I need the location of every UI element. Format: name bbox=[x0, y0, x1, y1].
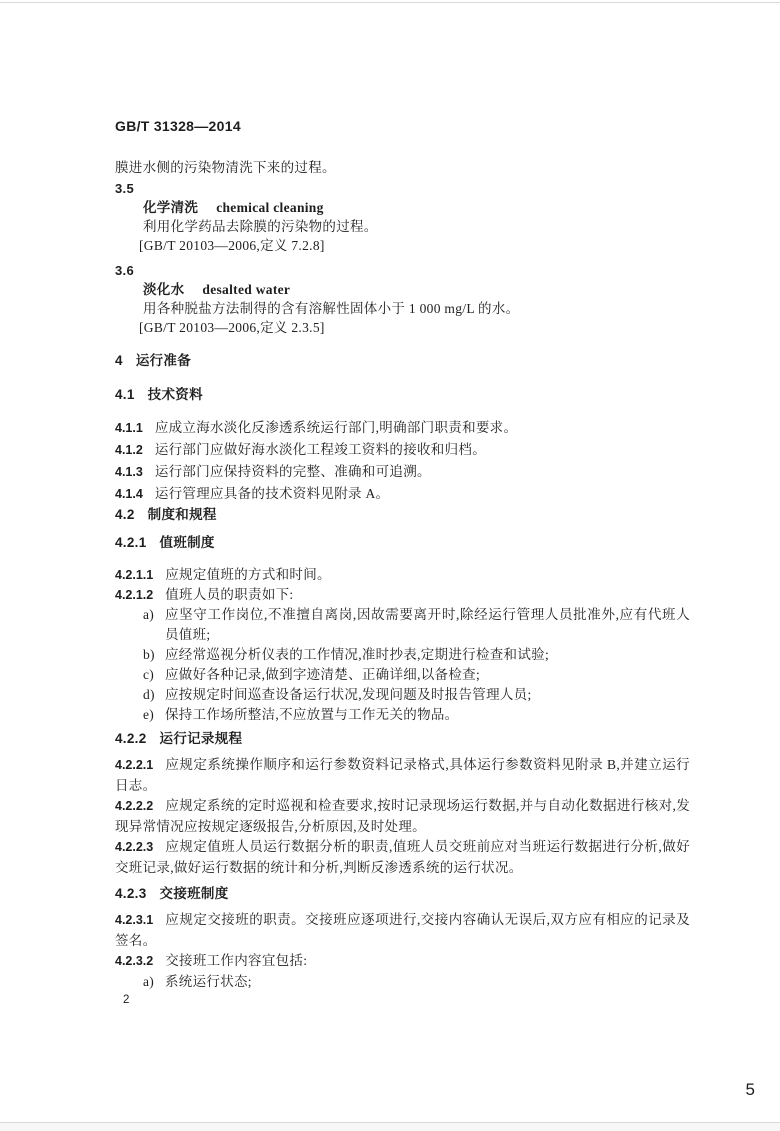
handover-list bbox=[115, 972, 690, 992]
term-block-3-5 bbox=[115, 179, 690, 255]
list-item-label: d) bbox=[143, 687, 155, 702]
term-source: [GB/T 20103—2006,定义 2.3.5] bbox=[139, 320, 325, 335]
standard-number-header: GB/T 31328—2014 bbox=[115, 118, 241, 134]
term-line bbox=[115, 198, 690, 217]
clause-text: 应规定值班的方式和时间。 bbox=[165, 567, 331, 582]
clause-text: 应规定系统的定时巡视和检查要求,按时记录现场运行数据,并与自动化数据进行核对,发现异常情况应按规定逐级报告,分析原因,及时处理。 bbox=[115, 798, 690, 834]
clause bbox=[115, 837, 690, 878]
term-definition: 利用化学药品去除膜的污染物的过程。 bbox=[143, 219, 378, 234]
list-item-text: 保持工作场所整洁,不应放置与工作无关的物品。 bbox=[165, 707, 459, 722]
clause-text: 运行管理应具备的技术资料见附录 A。 bbox=[154, 486, 390, 501]
term-number: 3.5 bbox=[115, 181, 134, 196]
term-number: 3.6 bbox=[115, 263, 134, 278]
list-item-label: a) bbox=[143, 973, 155, 989]
list-item-label: e) bbox=[143, 707, 155, 722]
chapter-title: 运行准备 bbox=[135, 353, 192, 368]
clause-group-4-1 bbox=[115, 417, 690, 505]
clause-number: 4.2.2.3 bbox=[115, 840, 154, 854]
clause-number: 4.2.3.2 bbox=[115, 954, 154, 968]
term-chinese: 淡化水 bbox=[143, 282, 185, 297]
list-item-text: 应做好各种记录,做到字迹清楚、正确详细,以备检查; bbox=[165, 667, 480, 682]
clause bbox=[115, 796, 690, 837]
page-gap-area bbox=[0, 1123, 780, 1131]
clause-number: 4.2.2.1 bbox=[115, 758, 154, 772]
clause-number: 4.1.4 bbox=[115, 487, 143, 501]
intro-paragraph: 膜进水侧的污染物清洗下来的过程。 bbox=[115, 160, 336, 175]
subsection-title: 运行记录规程 bbox=[159, 731, 243, 746]
section-number: 4.2 bbox=[115, 507, 135, 522]
clause-number: 4.2.3.1 bbox=[115, 913, 154, 927]
subsection-title: 值班制度 bbox=[159, 535, 215, 550]
viewer-page-number: 5 bbox=[745, 1080, 755, 1099]
clause-text: 运行部门应保持资料的完整、准确和可追溯。 bbox=[154, 464, 431, 479]
clause-group-4-2-2 bbox=[115, 755, 690, 878]
clause bbox=[115, 483, 690, 505]
chapter-heading bbox=[115, 351, 690, 371]
section-title: 制度和规程 bbox=[147, 507, 217, 522]
subsection-title: 交接班制度 bbox=[159, 886, 229, 901]
list-item bbox=[115, 665, 690, 685]
clause bbox=[115, 461, 690, 483]
clause bbox=[115, 585, 690, 605]
term-chinese: 化学清洗 bbox=[143, 200, 199, 215]
list-item-text: 系统运行状态; bbox=[165, 973, 252, 989]
duty-list bbox=[115, 605, 690, 725]
term-definition: 用各种脱盐方法制得的含有溶解性固体小于 1 000 mg/L 的水。 bbox=[143, 301, 520, 316]
subsection-heading-4-2-3 bbox=[115, 884, 690, 904]
clause-number: 4.2.1.2 bbox=[115, 588, 154, 602]
subsection-heading-4-2-1 bbox=[115, 533, 690, 553]
list-item bbox=[115, 685, 690, 705]
list-item-text: 应按规定时间巡查设备运行状况,发现问题及时报告管理人员; bbox=[165, 687, 532, 702]
document-page-number: 2 bbox=[123, 993, 130, 1006]
list-item bbox=[115, 972, 690, 992]
clause-number: 4.2.2.2 bbox=[115, 799, 154, 813]
clause-group-4-2-1 bbox=[115, 565, 690, 605]
section-number: 4.1 bbox=[115, 387, 135, 402]
clause bbox=[115, 910, 690, 951]
clause bbox=[115, 439, 690, 461]
list-item bbox=[115, 705, 690, 725]
list-item bbox=[115, 645, 690, 665]
clause-number: 4.1.1 bbox=[115, 421, 143, 435]
clause bbox=[115, 565, 690, 585]
clause-text: 交接班工作内容宜包括: bbox=[165, 953, 308, 968]
section-title: 技术资料 bbox=[147, 387, 203, 402]
clause-number: 4.1.2 bbox=[115, 443, 143, 457]
list-item-label: b) bbox=[143, 647, 155, 662]
subsection-number: 4.2.3 bbox=[115, 886, 147, 901]
term-source: [GB/T 20103—2006,定义 7.2.8] bbox=[139, 238, 325, 253]
subsection-number: 4.2.1 bbox=[115, 535, 147, 550]
clause-text: 运行部门应做好海水淡化工程竣工资料的接收和归档。 bbox=[154, 442, 487, 457]
clause-text: 值班人员的职责如下: bbox=[165, 587, 294, 602]
clause-text: 应成立海水淡化反渗透系统运行部门,明确部门职责和要求。 bbox=[154, 420, 518, 435]
term-english: chemical cleaning bbox=[216, 200, 324, 215]
subsection-heading-4-2-2 bbox=[115, 729, 690, 749]
term-line bbox=[115, 280, 690, 299]
term-block-3-6 bbox=[115, 261, 690, 337]
list-item-text: 应坚守工作岗位,不准擅自离岗,因故需要离开时,除经运行管理人员批准外,应有代班人员值班; bbox=[165, 607, 690, 642]
term-english: desalted water bbox=[202, 282, 291, 297]
section-heading-4-2 bbox=[115, 505, 690, 525]
chapter-number: 4 bbox=[115, 353, 123, 368]
clause-text: 应规定值班人员运行数据分析的职责,值班人员交班前应对当班运行数据进行分析,做好交班记录,做好运行数据的统计和分析,判断反渗透系统的运行状况。 bbox=[115, 839, 690, 875]
subsection-number: 4.2.2 bbox=[115, 731, 147, 746]
list-item-label: c) bbox=[143, 667, 155, 682]
list-item bbox=[115, 605, 690, 645]
clause bbox=[115, 951, 690, 972]
section-heading-4-1 bbox=[115, 385, 690, 405]
list-item-text: 应经常巡视分析仪表的工作情况,准时抄表,定期进行检查和试验; bbox=[165, 647, 549, 662]
clause-text: 应规定系统操作顺序和运行参数资料记录格式,具体运行参数资料见附录 B,并建立运行日志。 bbox=[115, 757, 690, 793]
clause-number: 4.1.3 bbox=[115, 465, 143, 479]
clause-text: 应规定交接班的职责。交接班应逐项进行,交接内容确认无误后,双方应有相应的记录及签名。 bbox=[115, 912, 690, 948]
clause-number: 4.2.1.1 bbox=[115, 568, 154, 582]
clause bbox=[115, 755, 690, 796]
clause-group-4-2-3 bbox=[115, 910, 690, 972]
clause bbox=[115, 417, 690, 439]
list-item-label: a) bbox=[143, 607, 155, 622]
